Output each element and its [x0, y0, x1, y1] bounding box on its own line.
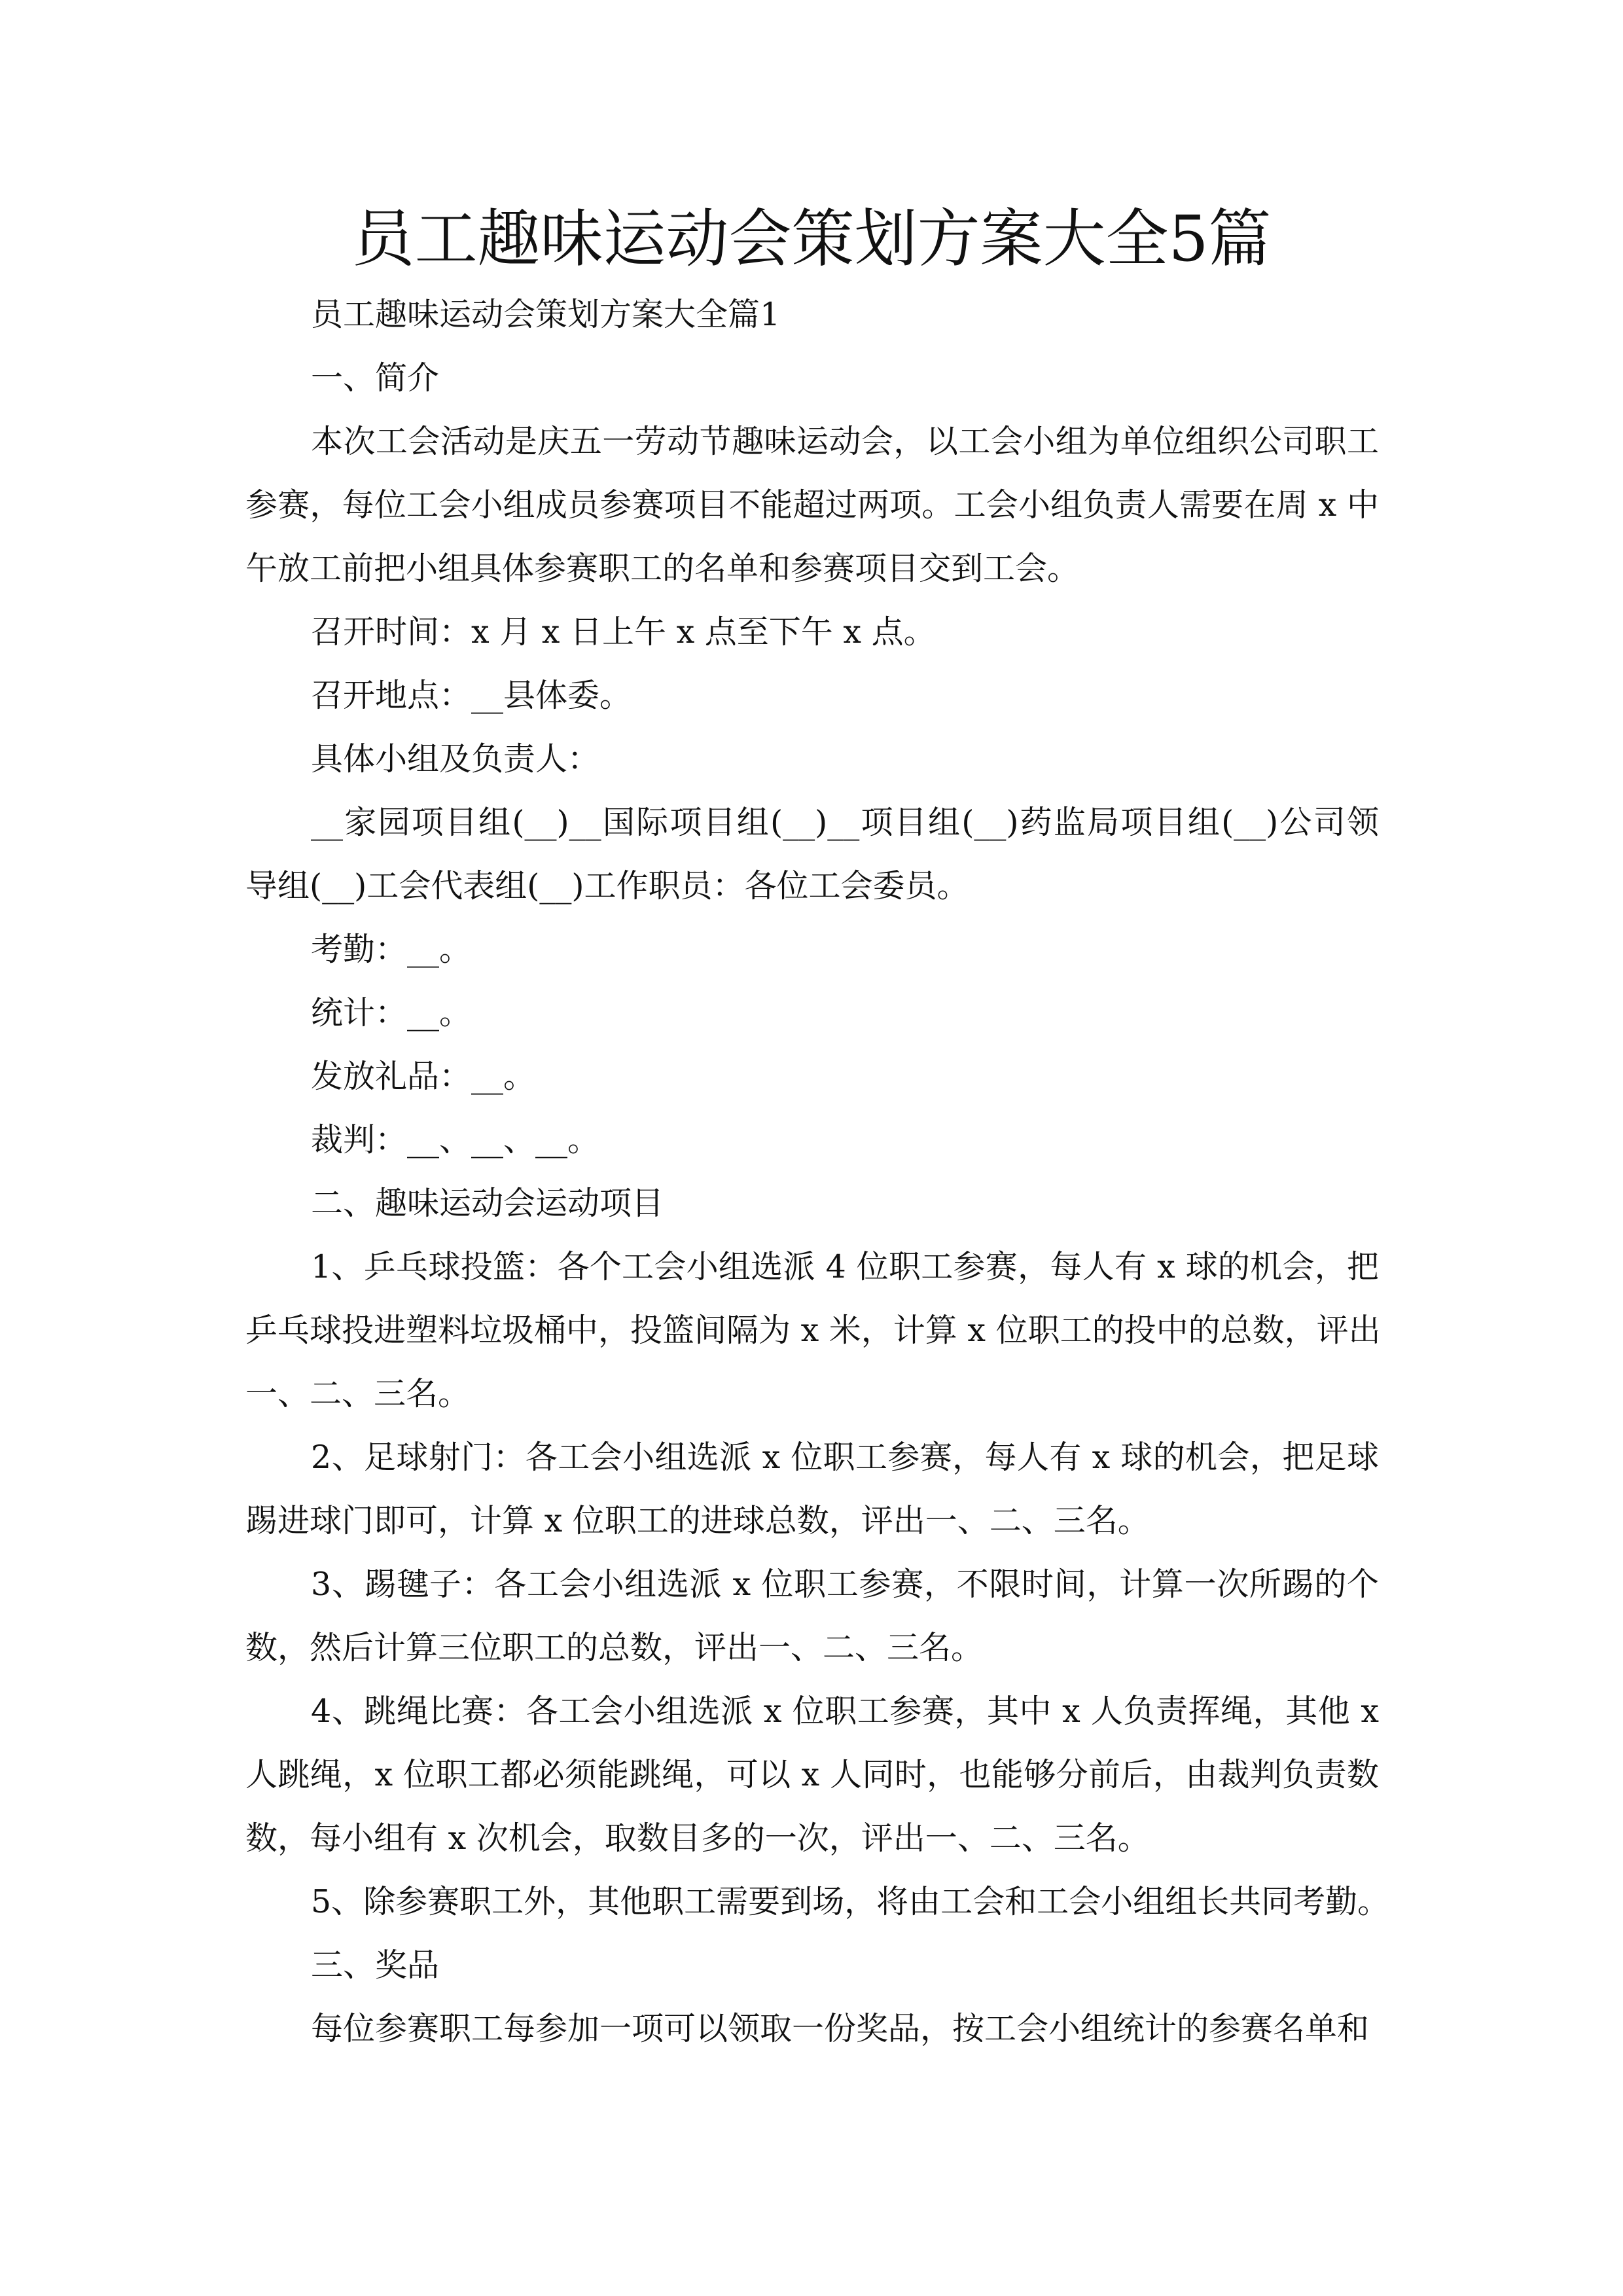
text-line: 考勤：__。	[311, 931, 472, 968]
text-line: 裁判：__、__、__。	[311, 1121, 600, 1158]
paragraph	[245, 918, 1379, 981]
text-line: 1、乒乓球投篮：各个工会小组选派 4 位职工参赛，每人有 x 球的机会，把	[311, 1248, 1379, 1285]
text-line: 发放礼品：__。	[311, 1058, 536, 1095]
text-line: 二、趣味运动会运动项目	[311, 1185, 664, 1222]
text-line: 午放工前把小组具体参赛职工的名单和参赛项目交到工会。	[245, 550, 1080, 587]
text-line: 一、二、三名。	[245, 1375, 471, 1412]
text-line: 3、踢毽子：各工会小组选派 x 位职工参赛，不限时间，计算一次所踢的个	[311, 1566, 1379, 1603]
paragraph	[245, 1108, 1379, 1172]
paragraph	[245, 1172, 1379, 1235]
paragraph	[245, 1997, 1379, 2060]
text-line: 员工趣味运动会策划方案大全篇1	[311, 296, 781, 333]
text-line: 导组(__)工会代表组(__)工作职员：各位工会委员。	[245, 867, 969, 905]
paragraph	[245, 1426, 1379, 1552]
text-line: 三、奖品	[311, 1946, 440, 1984]
text-line: 4、跳绳比赛：各工会小组选派 x 位职工参赛，其中 x 人负责挥绳，其他 x	[311, 1693, 1379, 1730]
text-line: 2、足球射门：各工会小组选派 x 位职工参赛，每人有 x 球的机会，把足球	[311, 1439, 1379, 1476]
text-line: 召开地点：__县体委。	[311, 677, 632, 714]
text-line: 人跳绳，x 位职工都必须能跳绳，可以 x 人同时，也能够分前后，由裁判负责数	[245, 1756, 1379, 1793]
paragraph	[245, 1933, 1379, 1997]
paragraph	[245, 283, 1379, 346]
paragraph	[245, 1045, 1379, 1108]
paragraph	[245, 664, 1379, 727]
paragraph	[245, 791, 1379, 918]
document-title: 员工趣味运动会策划方案大全5篇	[351, 202, 1272, 276]
text-line: 本次工会活动是庆五一劳动节趣味运动会，以工会小组为单位组织公司职工	[311, 423, 1379, 460]
text-line: 参赛，每位工会小组成员参赛项目不能超过两项。工会小组负责人需要在周 x 中	[245, 486, 1379, 524]
text-line: 一、简介	[311, 359, 440, 397]
text-line: 具体小组及负责人：	[311, 740, 600, 778]
text-line: 召开时间：x 月 x 日上午 x 点至下午 x 点。	[311, 613, 936, 651]
paragraph	[245, 410, 1379, 600]
text-line: 踢进球门即可，计算 x 位职工的进球总数，评出一、二、三名。	[245, 1502, 1150, 1539]
text-line: 数，每小组有 x 次机会，取数目多的一次，评出一、二、三名。	[245, 1820, 1150, 1857]
paragraph	[245, 1552, 1379, 1679]
text-line: 5、除参赛职工外，其他职工需要到场，将由工会和工会小组组长共同考勤。	[311, 1883, 1390, 1920]
paragraph	[245, 1235, 1379, 1426]
paragraph	[245, 600, 1379, 664]
text-line: 每位参赛职工每参加一项可以领取一份奖品，按工会小组统计的参赛名单和	[311, 2010, 1370, 2047]
text-line: 乒乓球投进塑料垃圾桶中，投篮间隔为 x 米，计算 x 位职工的投中的总数，评出	[245, 1312, 1381, 1349]
text-line: 数，然后计算三位职工的总数，评出一、二、三名。	[245, 1629, 984, 1666]
paragraph	[245, 1870, 1390, 1933]
text-line: 统计：__。	[311, 994, 472, 1031]
paragraph	[245, 727, 1379, 791]
paragraph	[245, 1679, 1379, 1870]
paragraph	[245, 981, 1379, 1045]
document-body	[245, 283, 1390, 2060]
paragraph	[245, 346, 1379, 410]
text-line: __家园项目组(__)__国际项目组(__)__项目组(__)药监局项目组(__)公司领	[311, 804, 1379, 841]
